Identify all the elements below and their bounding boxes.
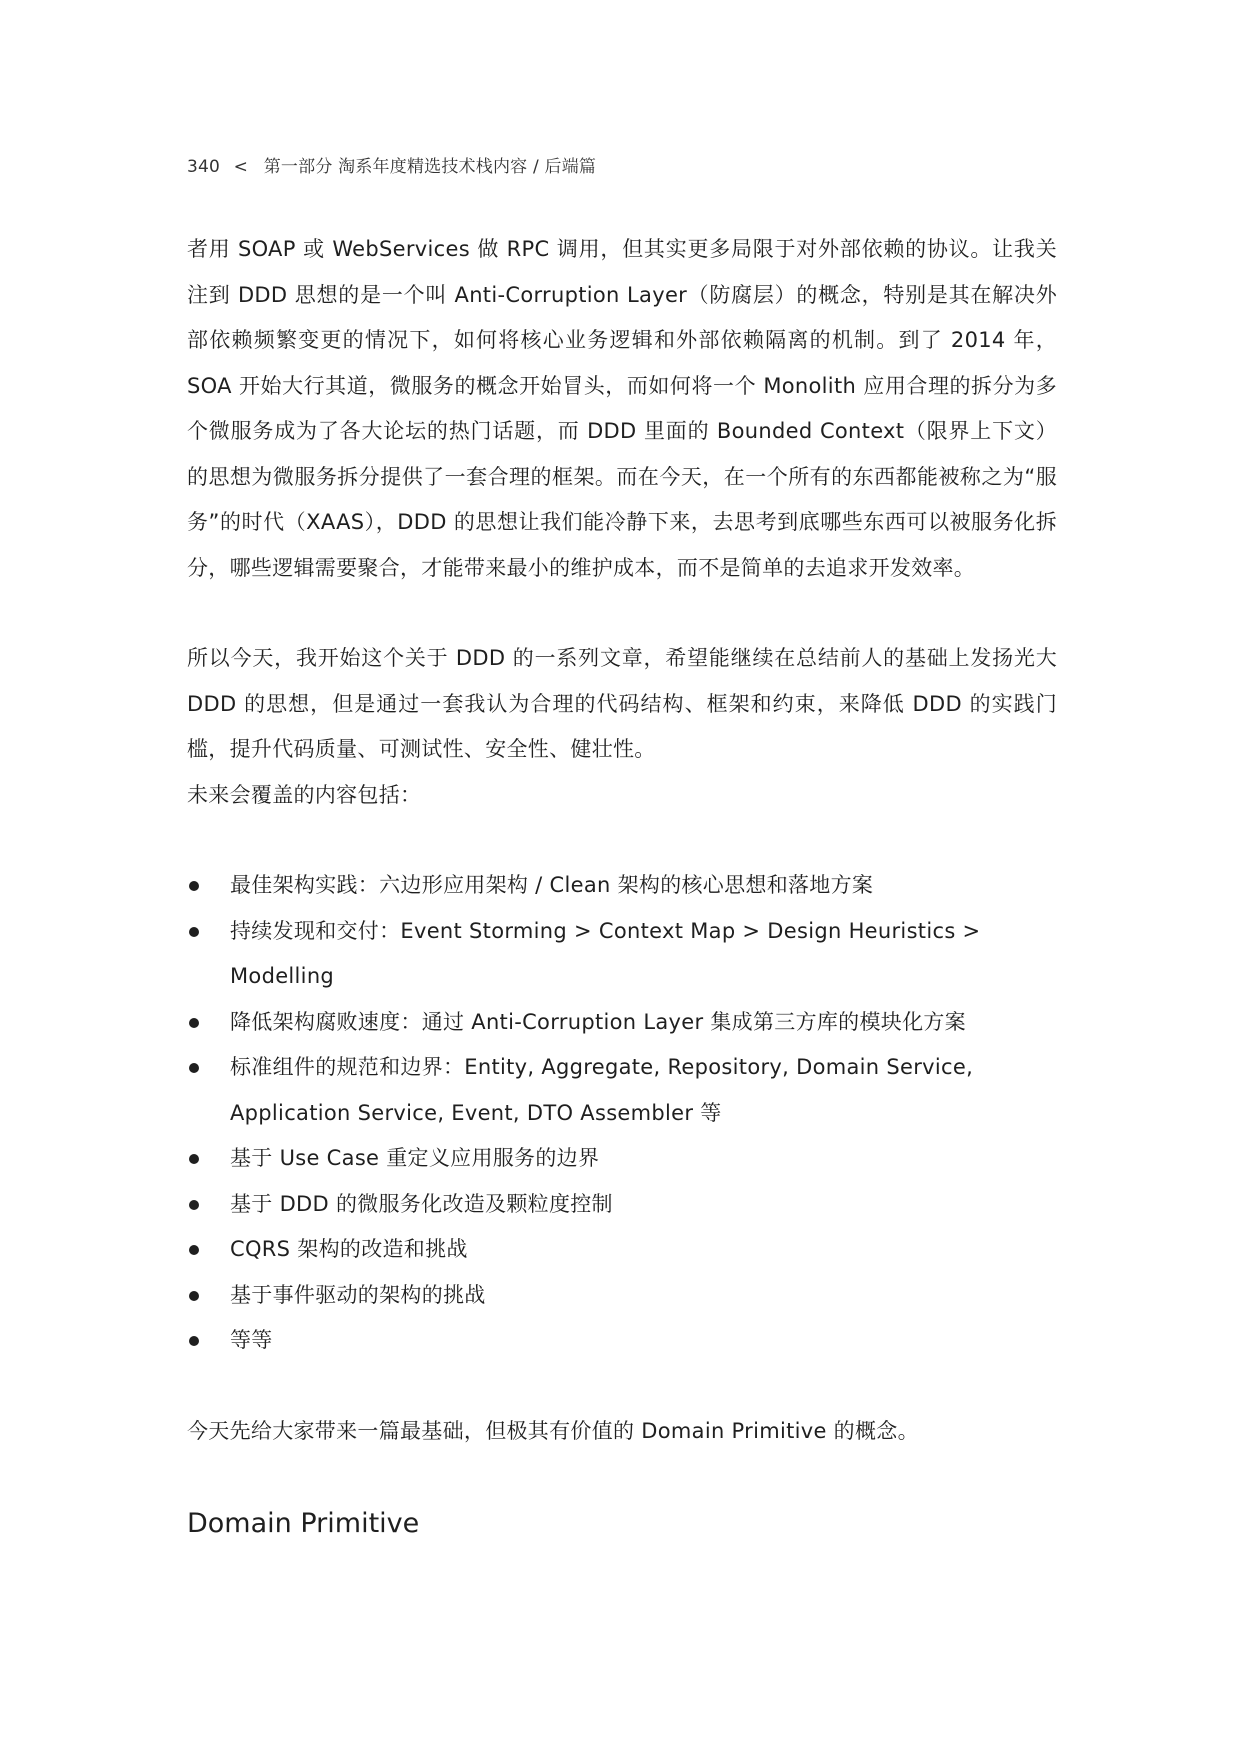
list-item-text: 基于 DDD 的微服务化改造及颗粒度控制 (230, 1191, 613, 1216)
bullet-dot-icon (189, 1154, 199, 1164)
bullet-dot-icon (189, 1018, 199, 1028)
list-item-text: CQRS 架构的改造和挑战 (230, 1237, 468, 1261)
list-item (187, 1273, 1057, 1319)
bullet-dot-icon (189, 1200, 199, 1210)
list-item (187, 863, 1057, 909)
list-item (187, 1000, 1057, 1046)
paragraph-gap (187, 591, 1057, 636)
header-separator: < (233, 157, 249, 177)
bullet-dot-icon (189, 927, 199, 937)
list-item-text: 标准组件的规范和边界：Entity, Aggregate, Repository, Domain Service, Application Service, Event, DTO Assembler 等 (230, 1055, 974, 1125)
list-item (187, 1227, 1057, 1273)
list-item-text: 降低架构腐败速度：通过 Anti-Corruption Layer 集成第三方库的模块化方案 (230, 1009, 966, 1034)
list-item-text: 等等 (230, 1328, 273, 1352)
running-header (187, 152, 596, 177)
list-item (187, 909, 1057, 1000)
section-heading: Domain Primitive (187, 1508, 420, 1539)
list-item (187, 1182, 1057, 1228)
list-item-text: 基于事件驱动的架构的挑战 (230, 1282, 486, 1307)
bullet-dot-icon (189, 1063, 199, 1073)
bullet-dot-icon (189, 881, 199, 891)
list-item (187, 1318, 1057, 1364)
bullet-dot-icon (189, 1245, 199, 1255)
topics-list (187, 863, 1057, 1364)
header-book-title: 淘系年度精选技术栈内容 / 后端篇 (338, 157, 597, 177)
list-item-text: 持续发现和交付：Event Storming > Context Map > Design Heuristics > Modelling (230, 918, 981, 988)
list-item-text: 最佳架构实践：六边形应用架构 / Clean 架构的核心思想和落地方案 (230, 873, 874, 897)
paragraph-gap (187, 1454, 1057, 1499)
list-item (187, 1136, 1057, 1182)
bullet-dot-icon (189, 1291, 199, 1301)
page-number: 340 (187, 157, 221, 177)
list-item-text: 基于 Use Case 重定义应用服务的边界 (230, 1146, 600, 1170)
body-text (187, 227, 1057, 1549)
paragraph-gap (187, 818, 1057, 863)
paragraph-topics-lead: 未来会覆盖的内容包括： (187, 782, 422, 807)
paragraph-today: 今天先给大家带来一篇最基础，但极其有价值的 Domain Primitive 的概念。 (187, 1418, 919, 1443)
paragraph-gap (187, 1364, 1057, 1409)
paragraph-history: 者用 SOAP 或 WebServices 做 RPC 调用，但其实更多局限于对外部依赖的协议。让我关注到 DDD 思想的是一个叫 Anti-Corruption Layer（防腐层）的概念，特别是其在解决外部依赖频繁变更的情况下，如何将核心业务逻辑和外部依赖隔离的机制。到了 2014 年，SOA 开始大行其道，微服务的概念开始冒头，而如何将一个 Monolith 应用合理的拆分为多个微服务成为了各大论坛的热门话题，而 DDD 里面的 Bounded Context（限界上下文）的思想为微服务拆分提供了一套合理的框架。而在今天，在一个所有的东西都能被称之为“服务”的时代（XAAS），DDD 的思想让我们能冷静下来，去思考到底哪些东西可以被服务化拆分，哪些逻辑需要聚合，才能带来最小的维护成本，而不是简单的去追求开发效率。 (187, 237, 1057, 580)
paragraph-intro-series: 所以今天，我开始这个关于 DDD 的一系列文章，希望能继续在总结前人的基础上发扬光大 DDD 的思想，但是通过一套我认为合理的代码结构、框架和约束，来降低 DDD 的实践门槛，提升代码质量、可测试性、安全性、健壮性。 (187, 646, 1057, 761)
bullet-dot-icon (189, 1336, 199, 1346)
header-part: 第一部分 (263, 157, 333, 177)
list-item (187, 1045, 1057, 1136)
